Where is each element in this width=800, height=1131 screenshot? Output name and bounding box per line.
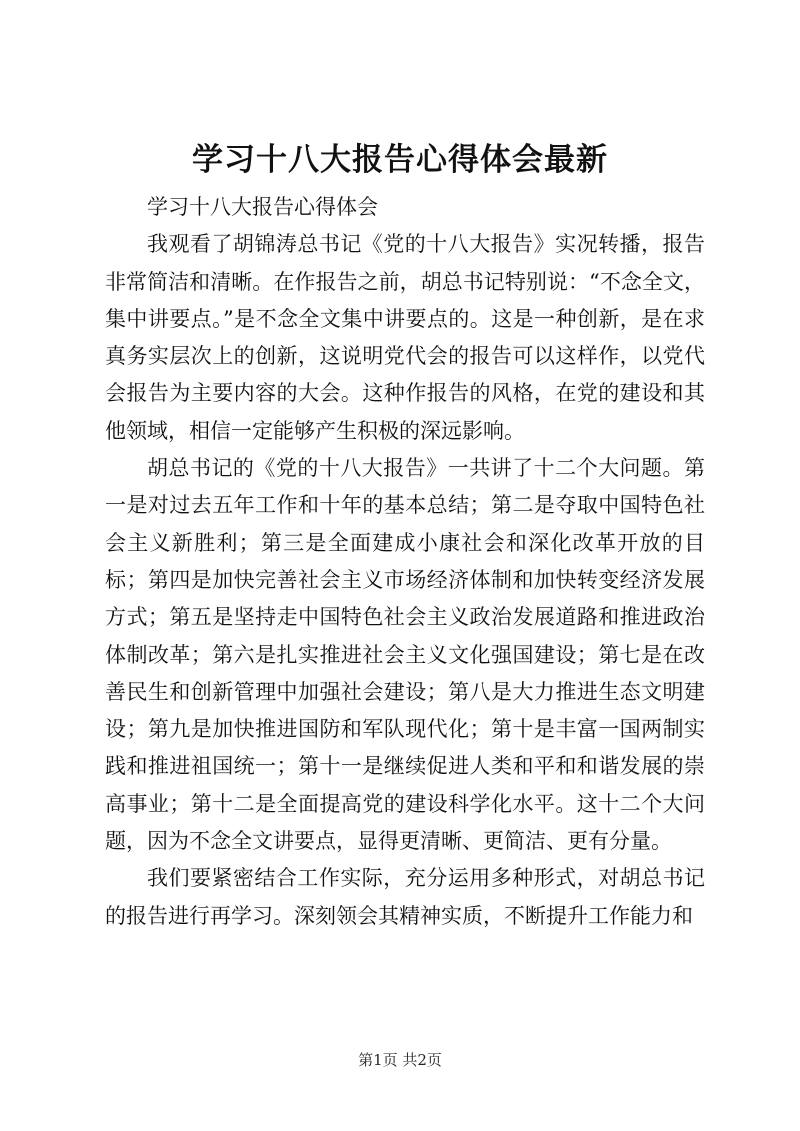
paragraph-2: 胡总书记的《党的十八大报告》一共讲了十二个大问题。第一是对过去五年工作和十年的基本总结；第二是夺取中国特色社会主义新胜利；第三是全面建成小康社会和深化改革开放的目标；第四是加快完善社会主义市场经济体制和加快转变经济发展方式；第五是坚持走中国特色社会主义政治发展道路和推进政治体制改革；第六是扎实推进社会主义文化强国建设；第七是在改善民生和创新管理中加强社会建设；第八是大力推进生态文明建设；第九是加快推进国防和军队现代化；第十是丰富一国两制实践和推进祖国统一；第十一是继续促进人类和平和和谐发展的崇高事业；第十二是全面提高党的建设科学化水平。这十二个大问题，因为不念全文讲要点，显得更清晰、更简洁、更有分量。 xyxy=(105,456,705,854)
document-title: 学习十八大报告心得体会最新 xyxy=(192,142,608,178)
page-footer: 第1页 共2页 xyxy=(358,1051,442,1069)
paragraph-3: 我们要紧密结合工作实际，充分运用多种形式，对胡总书记的报告进行再学习。深刻领会其精神实质，不断提升工作能力和 xyxy=(105,866,705,928)
document-subtitle: 学习十八大报告心得体会 xyxy=(147,195,378,219)
document-body xyxy=(105,189,705,935)
paragraph-1: 我观看了胡锦涛总书记《党的十八大报告》实况转播，报告非常简洁和清晰。在作报告之前，胡总书记特别说：“不念全文，集中讲要点。”是不念全文集中讲要点的。这是一种创新，是在求真务实层次上的创新，这说明党代会的报告可以这样作，以党代会报告为主要内容的大会。这种作报告的风格，在党的建设和其他领域，相信一定能够产生积极的深远影响。 xyxy=(105,232,705,443)
